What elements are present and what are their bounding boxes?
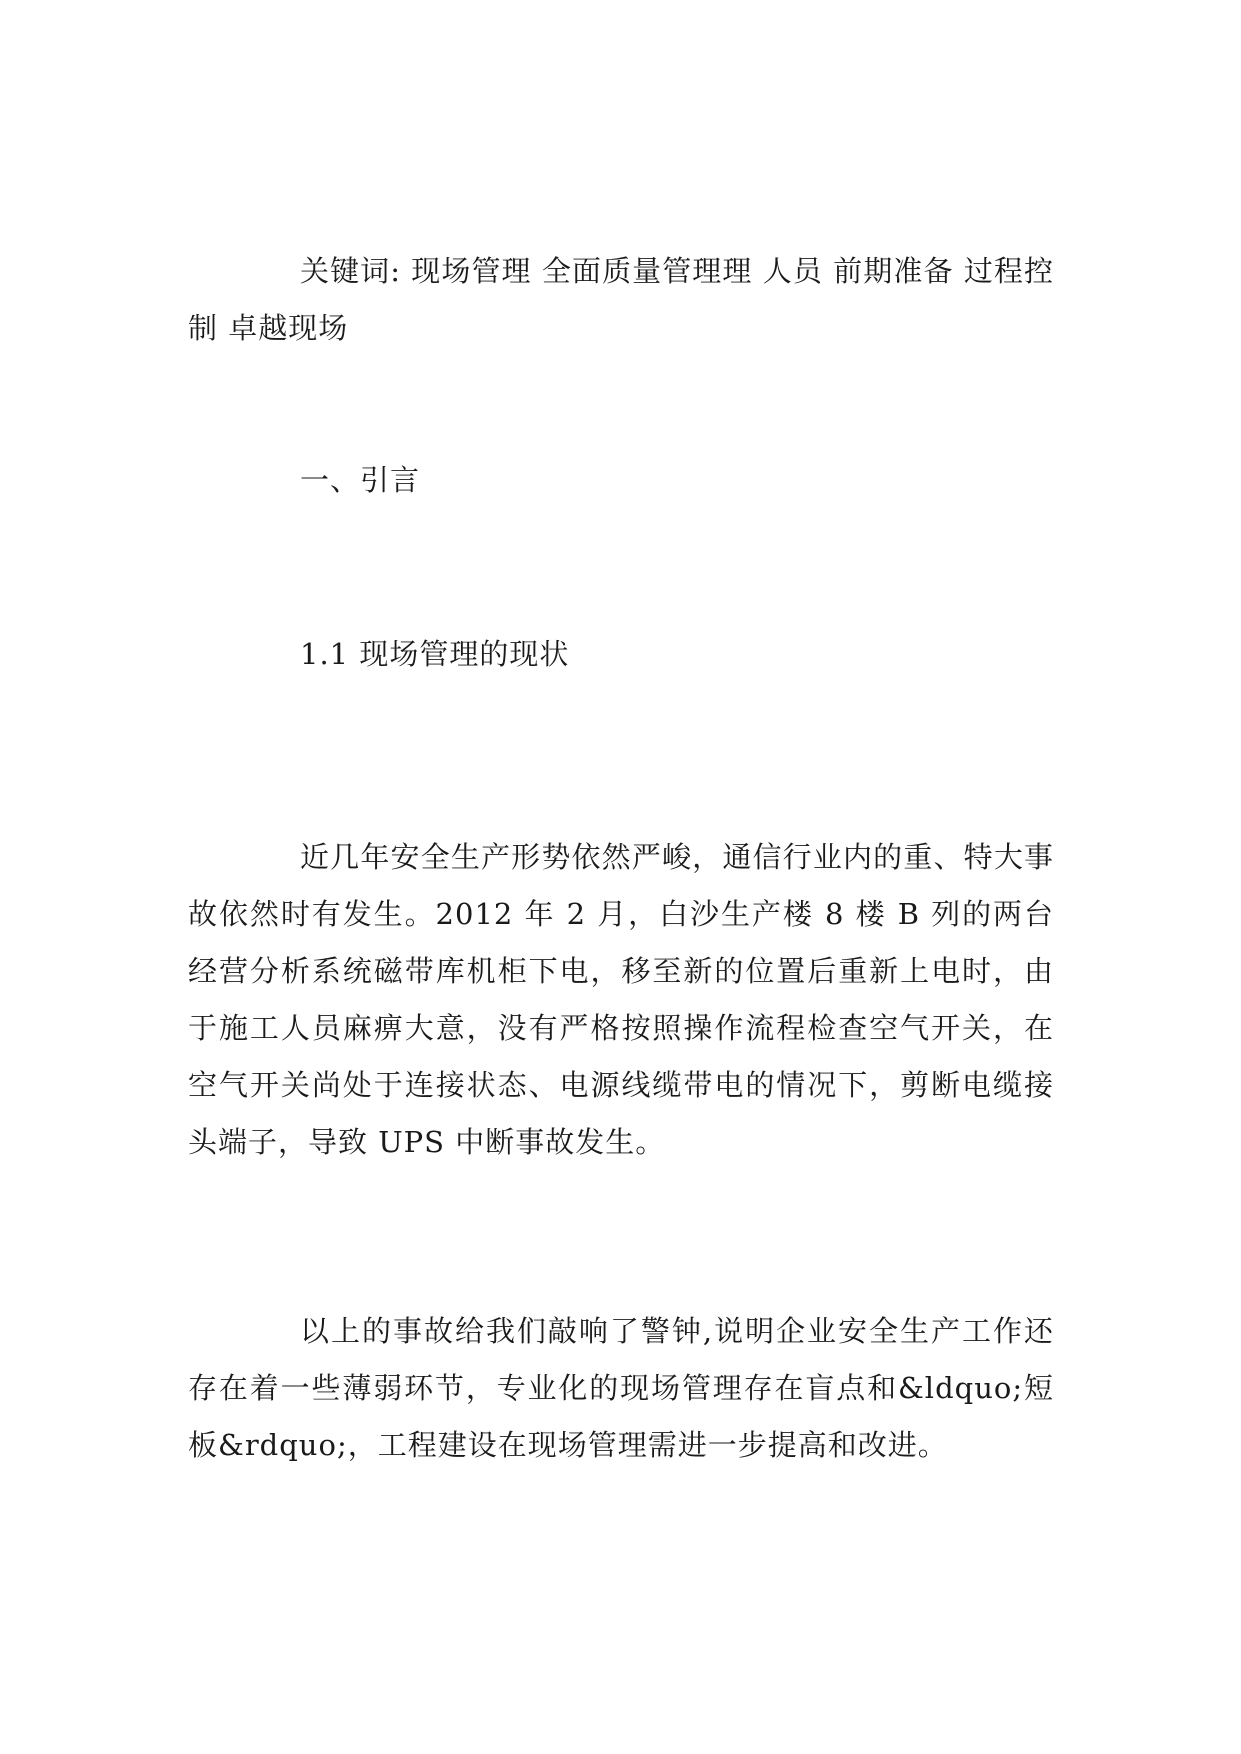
body-paragraph-conclusion: 以上的事故给我们敲响了警钟,说明企业安全生产工作还存在着一些薄弱环节，专业化的现场管理存在盲点和&ldquo;短板&rdquo;，工程建设在现场管理需进一步提高和改进。	[188, 1314, 1054, 1462]
keywords-paragraph: 关键词: 现场管理 全面质量管理理 人员 前期准备 过程控制 卓越现场	[188, 254, 1054, 345]
body-paragraph-incident: 近几年安全生产形势依然严峻，通信行业内的重、特大事故依然时有发生。2012 年 2 月，白沙生产楼 8 楼 B 列的两台经营分析系统磁带库机柜下电，移至新的位置后重新上电时，由于施工人员麻痹大意，没有严格按照操作流程检查空气开关，在空气开关尚处于连接状态、电源线缆带电的情况下，剪断电缆接头端子，导致 UPS 中断事故发生。	[188, 840, 1054, 1159]
subsection-heading: 1.1 现场管理的现状	[300, 637, 570, 671]
section-heading: 一、引言	[300, 463, 421, 497]
